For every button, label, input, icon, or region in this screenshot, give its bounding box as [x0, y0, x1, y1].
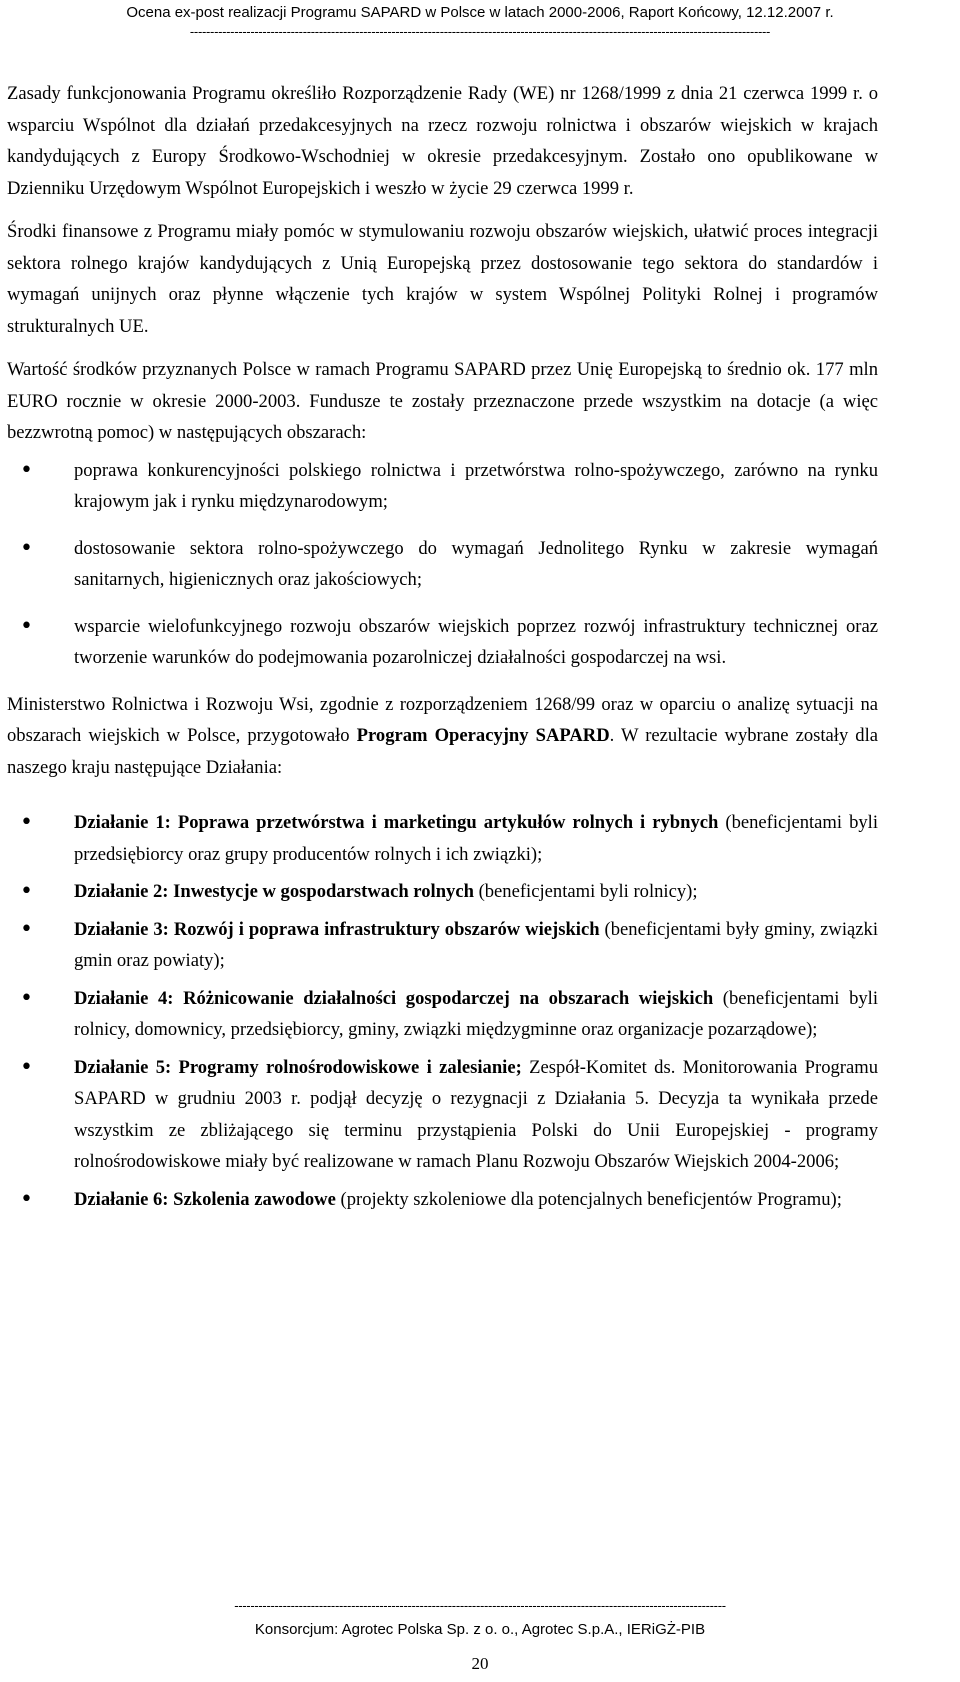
running-header: Ocena ex-post realizacji Programu SAPARD w Polsce w latach 2000-2006, Raport Końcowy, 12.12.2007 r. — [126, 4, 834, 21]
document-body — [7, 78, 878, 1227]
page-number: 20 — [471, 1654, 489, 1673]
text-run: . W rezultacie wybrane zostały dla naszego kraju następujące Działania: — [7, 725, 878, 778]
measure-description: (beneficjentami byli rolnicy); — [473, 881, 698, 902]
measure-item — [7, 1184, 878, 1216]
measure-item — [7, 983, 878, 1046]
measure-title: Działanie 4: Różnicowanie działalności gospodarczej na obszarach wiejskich — [74, 987, 714, 1009]
measure-item — [7, 807, 878, 870]
paragraph — [7, 689, 878, 784]
program-name: Program Operacyjny SAPARD — [356, 725, 610, 746]
header-rule: ------------------------------------------------------------------------------------------------------------------------------------------------ — [189, 24, 771, 39]
list-item: • dostosowanie sektora rolno-spożywczego do wymagań Jednolitego Rynku w zakresie wymagań sanitarnych, higienicznych oraz jakościowych; — [7, 533, 878, 596]
list-item: • wsparcie wielofunkcyjnego rozwoju obszarów wiejskich poprzez rozwój infrastruktury technicznej oraz tworzenie warunków do podejmowania pozarolniczej działalności gospodarczej na wsi. — [7, 611, 878, 674]
measures-list — [7, 807, 878, 1215]
measure-description: (beneficjentami byli przedsiębiorcy oraz grupy producentów rolnych i ich związki); — [74, 812, 879, 865]
measure-title: Działanie 1: Poprawa przetwórstwa i marketingu artykułów rolnych i rybnych — [74, 812, 719, 833]
measure-title: Działanie 5: Programy rolnośrodowiskowe i zalesianie; — [74, 1056, 522, 1078]
paragraph: Zasady funkcjonowania Programu określiło Rozporządzenie Rady (WE) nr 1268/1999 z dnia 21 czerwca 1999 r. o wsparciu Wspólnot dla działań przedakcesyjnych na rzecz rozwoju rolnictwa i obszarów wiejskich w krajach kandydujących z Europy Środkowo-Wschodniej w okresie przedakcesyjnym. Zostało ono opublikowane w Dzienniku Urzędowym Wspólnot Europejskich i weszło w życie 29 czerwca 1999 r. — [7, 83, 878, 199]
list-item: • poprawa konkurencyjności polskiego rolnictwa i przetwórstwa rolno-spożywczego, zarówno na rynku krajowym jak i rynku międzynarodowym; — [7, 455, 878, 518]
measure-item — [7, 876, 878, 908]
measure-description: (beneficjentami były gminy, związki gmin oraz powiaty); — [74, 918, 878, 971]
measure-description: (projekty szkoleniowe dla potencjalnych beneficjentów Programu); — [335, 1188, 842, 1210]
measure-item — [7, 914, 878, 977]
measure-title: Działanie 2: Inwestycje w gospodarstwach rolnych — [74, 881, 474, 902]
paragraph: Środki finansowe z Programu miały pomóc w stymulowaniu rozwoju obszarów wiejskich, ułatwić proces integracji sektora rolnego krajów kandydujących z Unią Europejską przez dostosowanie tego sektora do standardów i wymagań unijnych oraz płynne włączenie tych krajów w system Wspólnej Polityki Rolnej i programów strukturalnych UE. — [7, 221, 878, 337]
measure-description: Zespół-Komitet ds. Monitorowania Programu SAPARD w grudniu 2003 r. podjął decyzję o rezygnacji z Działania 5. Decyzja ta wynikała przede wszystkim ze zbliżającego się terminu przystąpienia Polski do Unii Europejskiej - programy rolnośrodowiskowe miały być realizowane w ramach Planu Rozwoju Obszarów Wiejskich 2004-2006; — [74, 1056, 879, 1172]
text-run: Ministerstwo Rolnictwa i Rozwoju Wsi, zgodnie z rozporządzeniem 1268/99 oraz w oparciu o analizę sytuacji na obszarach wiejskich w Polsce, przygotowało — [7, 693, 878, 746]
paragraph: Wartość środków przyznanych Polsce w ramach Programu SAPARD przez Unię Europejską to średnio ok. 177 mln EURO rocznie w okresie 2000-2003. Fundusze te zostały przeznaczone przede wszystkim na dotacje (a więc bezzwrotną pomoc) w następujących obszarach: — [7, 359, 878, 443]
measure-title: Działanie 6: Szkolenia zawodowe — [74, 1188, 336, 1210]
footer-rule: -------------------------------------------------------------------------------------------------------------------------- — [234, 1598, 726, 1613]
measure-description: (beneficjentami byli rolnicy, domownicy, przedsiębiorcy, gminy, związki międzygminne oraz organizacje pozarządowe); — [74, 987, 878, 1040]
measure-item — [7, 1052, 878, 1178]
support-areas-list — [7, 455, 878, 674]
footer-consortium: Konsorcjum: Agrotec Polska Sp. z o. o., Agrotec S.p.A., IERiGŻ-PIB — [254, 1621, 706, 1638]
measure-title: Działanie 3: Rozwój i poprawa infrastruktury obszarów wiejskich — [74, 918, 600, 940]
